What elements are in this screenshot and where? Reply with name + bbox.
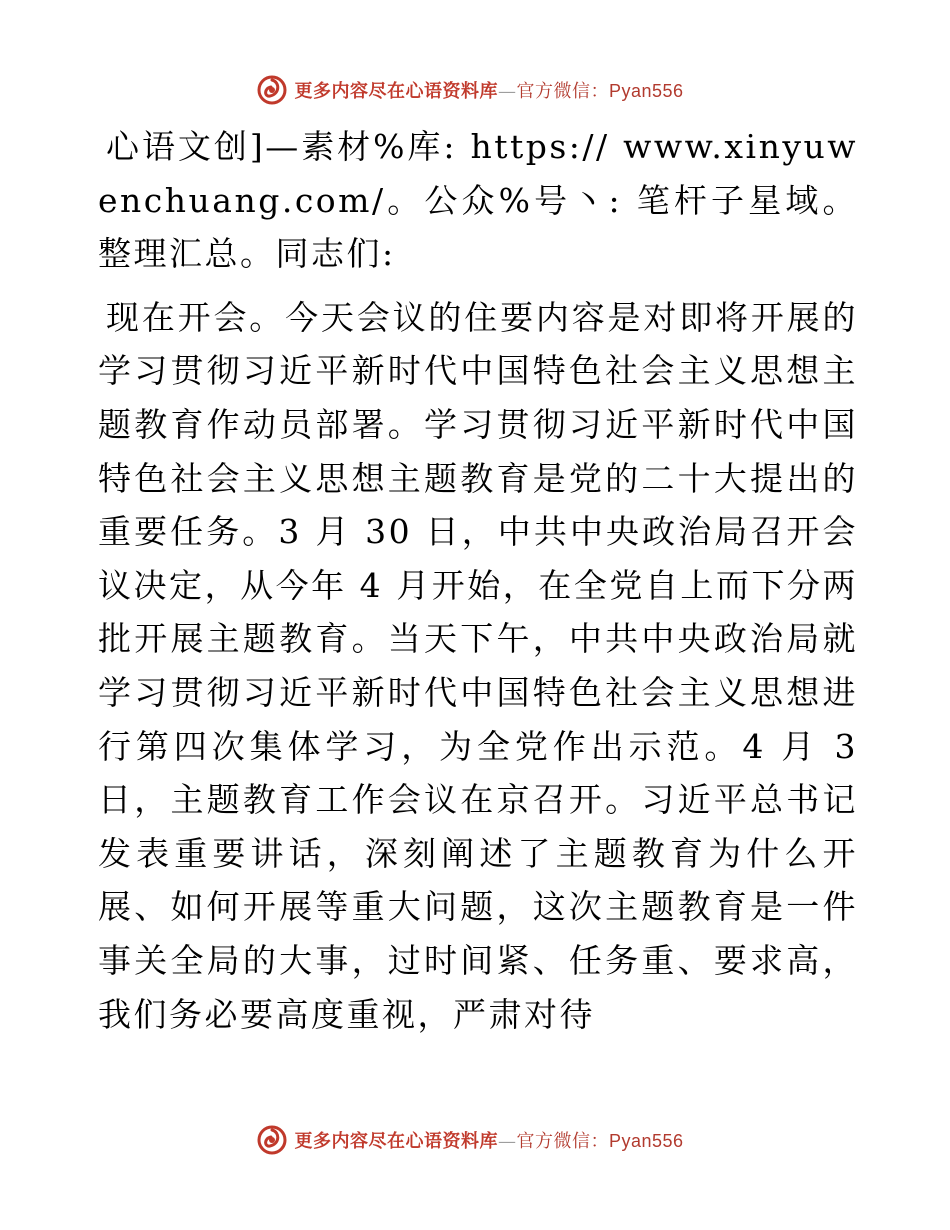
intro-paragraph: 心语文创]—素材%库: https:// www.xinyuwenchuang.com/。公众%号丶: 笔杆子星域。整理汇总。同志们: — [98, 127, 858, 274]
document-body — [98, 120, 858, 1041]
banner-separator: — — [497, 81, 517, 102]
swirl-logo-icon — [256, 74, 288, 106]
banner-text — [294, 77, 683, 103]
wechat-id: Pyan556 — [608, 1131, 684, 1151]
promo-text: 更多内容尽在心语资料库 — [294, 81, 498, 102]
banner-content — [256, 74, 683, 106]
banner-text — [294, 1127, 683, 1153]
wechat-label: 官方微信： — [516, 1131, 609, 1152]
speech-paragraph: 现在开会。今天会议的住要内容是对即将开展的学习贯彻习近平新时代中国特色社会主义思想主题教育作动员部署。学习贯彻习近平新时代中国特色社会主义思想主题教育是党的二十大提出的重要任务。3 月 30 日，中共中央政治局召开会议决定，从今年 4 月开始，在全党自上而下分两批开展主题教育。当天下午，中共中央政治局就学习贯彻习近平新时代中国特色社会主义思想进行第四次集体学习，为全党作出示范。4 月 3 日，主题教育工作会议在京召开。习近平总书记发表重要讲话，深刻阐述了主题教育为什么开展、如何开展等重大问题，这次主题教育是一件事关全局的大事，过时间紧、任务重、要求高，我们务必要高度重视，严肃对待 — [98, 297, 858, 1034]
header-banner — [0, 70, 950, 110]
banner-separator: — — [497, 1131, 517, 1152]
wechat-id: Pyan556 — [608, 81, 684, 101]
banner-content — [256, 1124, 683, 1156]
wechat-label: 官方微信： — [516, 81, 609, 102]
promo-text: 更多内容尽在心语资料库 — [294, 1131, 498, 1152]
swirl-logo-icon — [256, 1124, 288, 1156]
footer-banner — [0, 1120, 950, 1160]
